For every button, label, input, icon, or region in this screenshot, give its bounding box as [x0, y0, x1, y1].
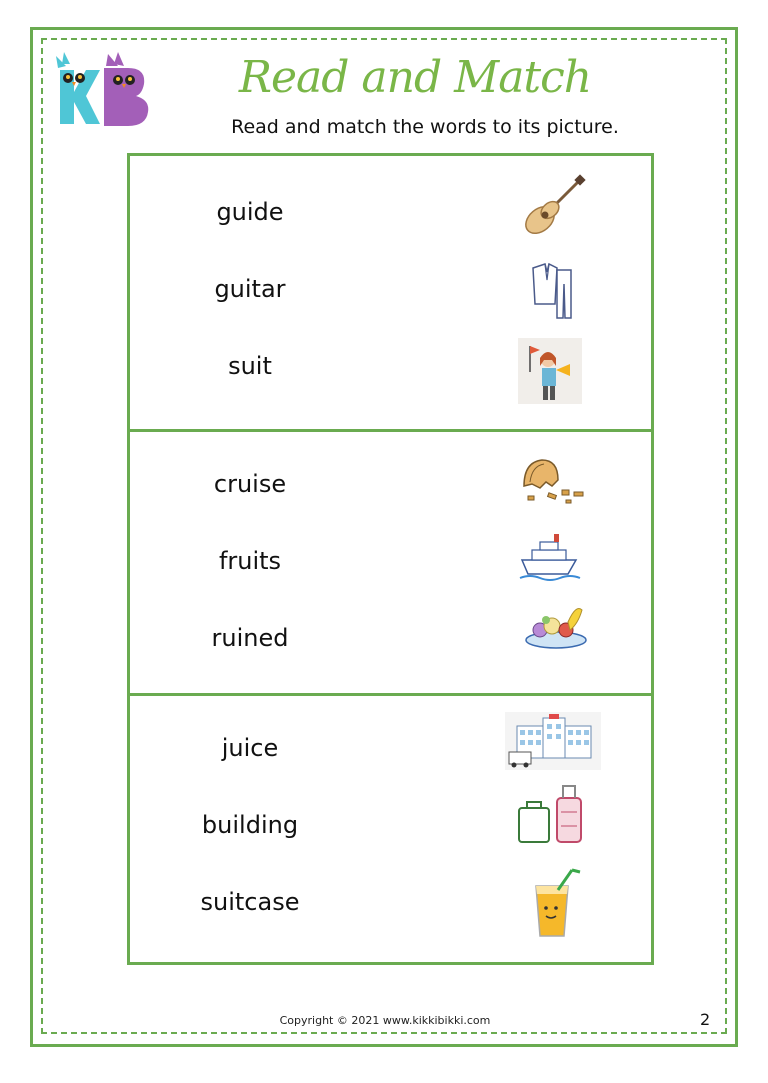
fruits-icon — [520, 600, 590, 656]
page-number: 2 — [700, 1010, 711, 1029]
word-ruined: ruined — [211, 624, 289, 652]
instruction-text: Read and match the words to its picture. — [231, 116, 619, 138]
matching-table — [127, 153, 654, 965]
match-section-3 — [130, 693, 651, 962]
page-title: Read and Match — [238, 52, 592, 103]
word-building: building — [201, 811, 299, 839]
ruined-icon — [518, 456, 588, 508]
guide-icon — [518, 338, 582, 404]
match-section-1 — [130, 156, 651, 429]
juice-icon — [528, 866, 582, 940]
word-juice: juice — [221, 734, 279, 762]
word-fruits: fruits — [218, 547, 282, 575]
cruise-icon — [518, 530, 582, 586]
copyright-text: Copyright © 2021 www.kikkibikki.com — [279, 1014, 491, 1027]
building-icon — [505, 712, 601, 770]
word-guide: guide — [216, 198, 284, 226]
word-guitar: guitar — [214, 275, 286, 303]
kb-logo-icon — [52, 50, 152, 130]
suit-icon — [527, 260, 577, 320]
word-cruise: cruise — [213, 470, 287, 498]
guitar-icon — [518, 174, 588, 240]
match-section-2 — [130, 429, 651, 693]
suitcase-icon — [515, 782, 585, 848]
word-suit: suit — [228, 352, 272, 380]
word-suitcase: suitcase — [200, 888, 300, 916]
